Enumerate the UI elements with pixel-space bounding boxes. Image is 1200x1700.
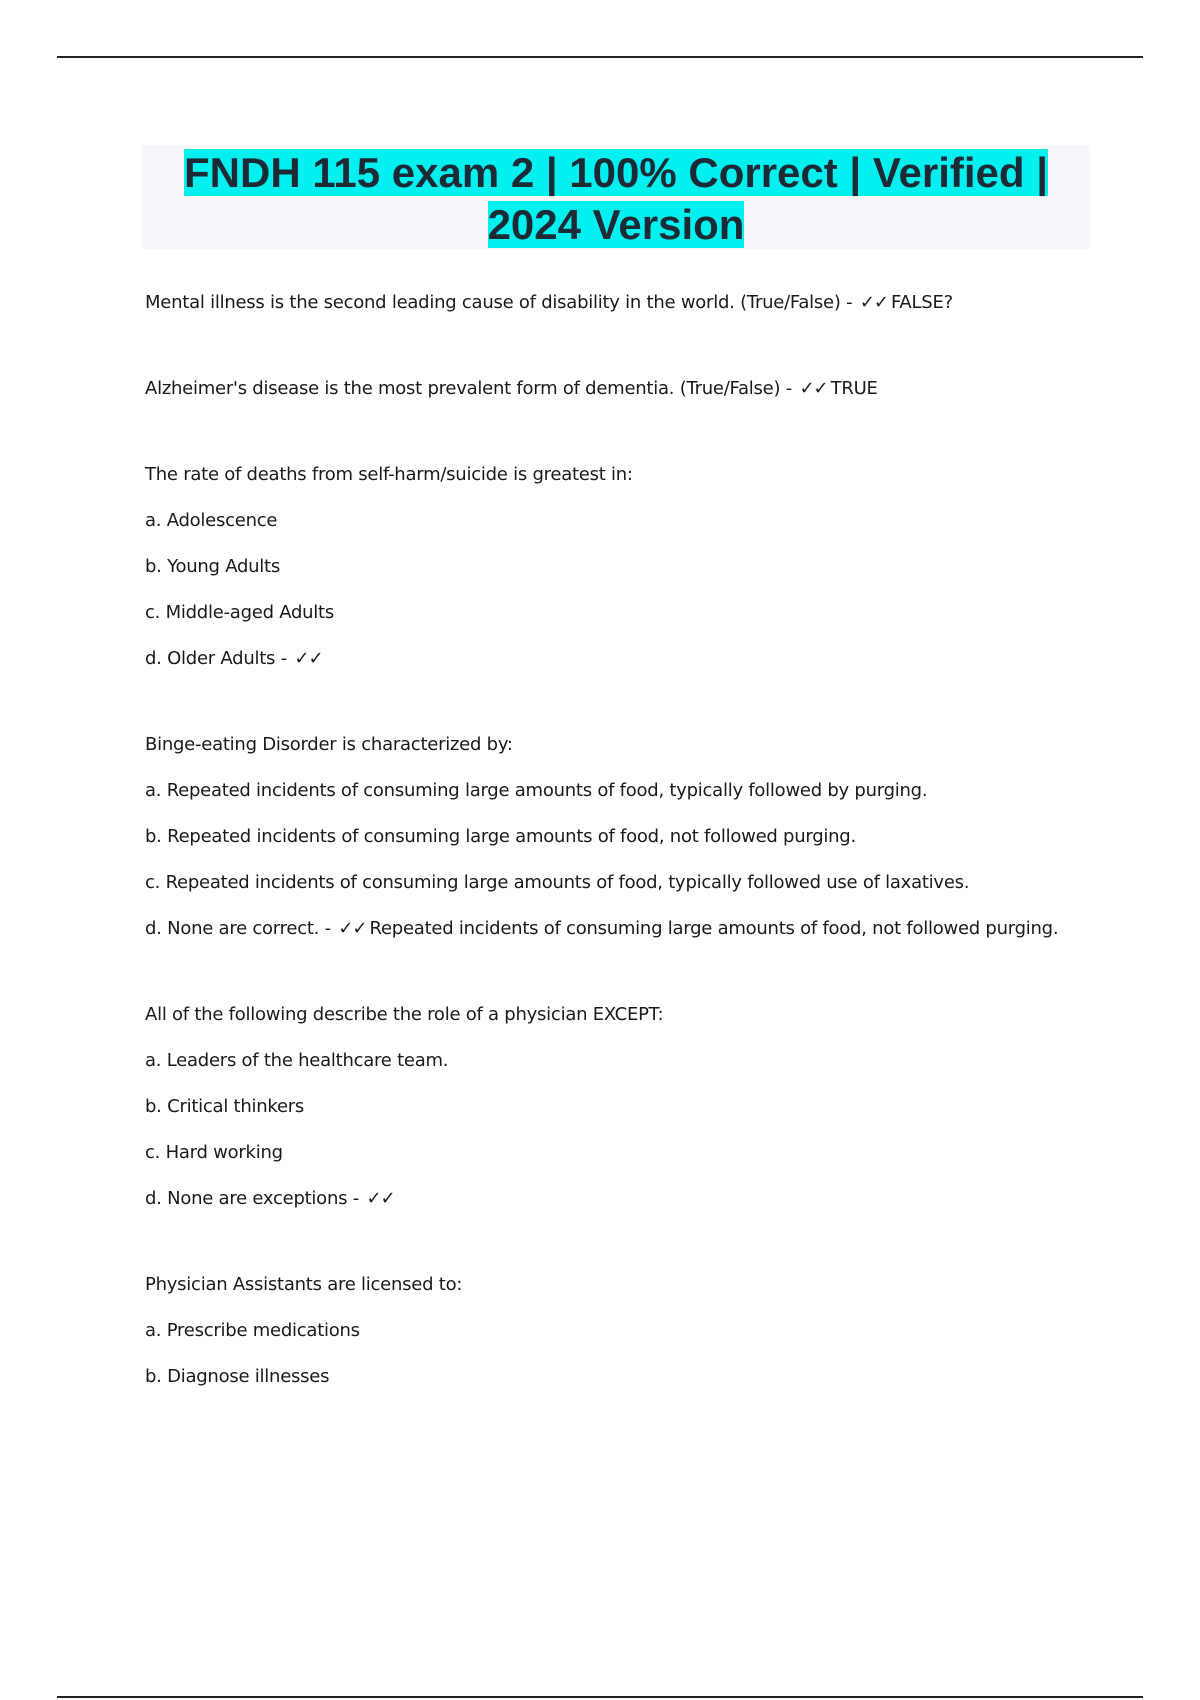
option-c: c. Hard working xyxy=(145,1142,283,1163)
answer-text: TRUE xyxy=(830,378,878,399)
option-d-text: d. Older Adults - xyxy=(145,648,287,669)
question-prompt xyxy=(145,290,1105,316)
prompt-text: Mental illness is the second leading cause of disability in the world. (True/False) - xyxy=(145,292,853,313)
title-banner xyxy=(142,145,1090,249)
question-3 xyxy=(145,462,1105,672)
option-b: b. Diagnose illnesses xyxy=(145,1366,330,1387)
option-d xyxy=(145,646,1105,672)
question-5 xyxy=(145,1002,1105,1212)
double-check-icon: ✓✓ xyxy=(799,378,828,399)
bottom-rule xyxy=(57,1696,1143,1698)
question-6 xyxy=(145,1272,1105,1390)
question-prompt: Physician Assistants are licensed to: xyxy=(145,1274,463,1295)
option-d-text: d. None are exceptions - xyxy=(145,1188,359,1209)
option-a: a. Prescribe medications xyxy=(145,1320,360,1341)
title-line-2: 2024 Version xyxy=(487,201,745,248)
question-prompt xyxy=(145,376,1105,402)
option-d-text: d. None are correct. - xyxy=(145,918,331,939)
option-a: a. Adolescence xyxy=(145,510,278,531)
title-line-1: FNDH 115 exam 2 | 100% Correct | Verified | xyxy=(184,149,1048,196)
option-d xyxy=(145,916,1105,942)
answer-text: FALSE? xyxy=(890,292,953,313)
option-c: c. Middle-aged Adults xyxy=(145,602,334,623)
option-b: b. Repeated incidents of consuming large amounts of food, not followed purging. xyxy=(145,826,856,847)
option-b: b. Young Adults xyxy=(145,556,280,577)
double-check-icon: ✓✓ xyxy=(294,648,323,669)
question-4 xyxy=(145,732,1105,942)
question-1 xyxy=(145,290,1105,316)
option-b: b. Critical thinkers xyxy=(145,1096,305,1117)
option-c: c. Repeated incidents of consuming large amounts of food, typically followed use of laxatives. xyxy=(145,872,970,893)
option-a: a. Repeated incidents of consuming large amounts of food, typically followed by purging. xyxy=(145,780,928,801)
question-prompt: All of the following describe the role of a physician EXCEPT: xyxy=(145,1004,664,1025)
double-check-icon: ✓✓ xyxy=(338,918,367,939)
option-d xyxy=(145,1186,1105,1212)
question-list xyxy=(145,290,1105,1436)
prompt-text: Alzheimer's disease is the most prevalent form of dementia. (True/False) - xyxy=(145,378,792,399)
answer-text: Repeated incidents of consuming large amounts of food, not followed purging. xyxy=(369,918,1059,939)
question-2 xyxy=(145,376,1105,402)
double-check-icon: ✓✓ xyxy=(859,292,888,313)
top-rule xyxy=(57,56,1143,58)
question-prompt: Binge-eating Disorder is characterized by: xyxy=(145,734,513,755)
option-a: a. Leaders of the healthcare team. xyxy=(145,1050,449,1071)
question-prompt: The rate of deaths from self-harm/suicide is greatest in: xyxy=(145,464,633,485)
double-check-icon: ✓✓ xyxy=(366,1188,395,1209)
document-title xyxy=(142,145,1090,251)
